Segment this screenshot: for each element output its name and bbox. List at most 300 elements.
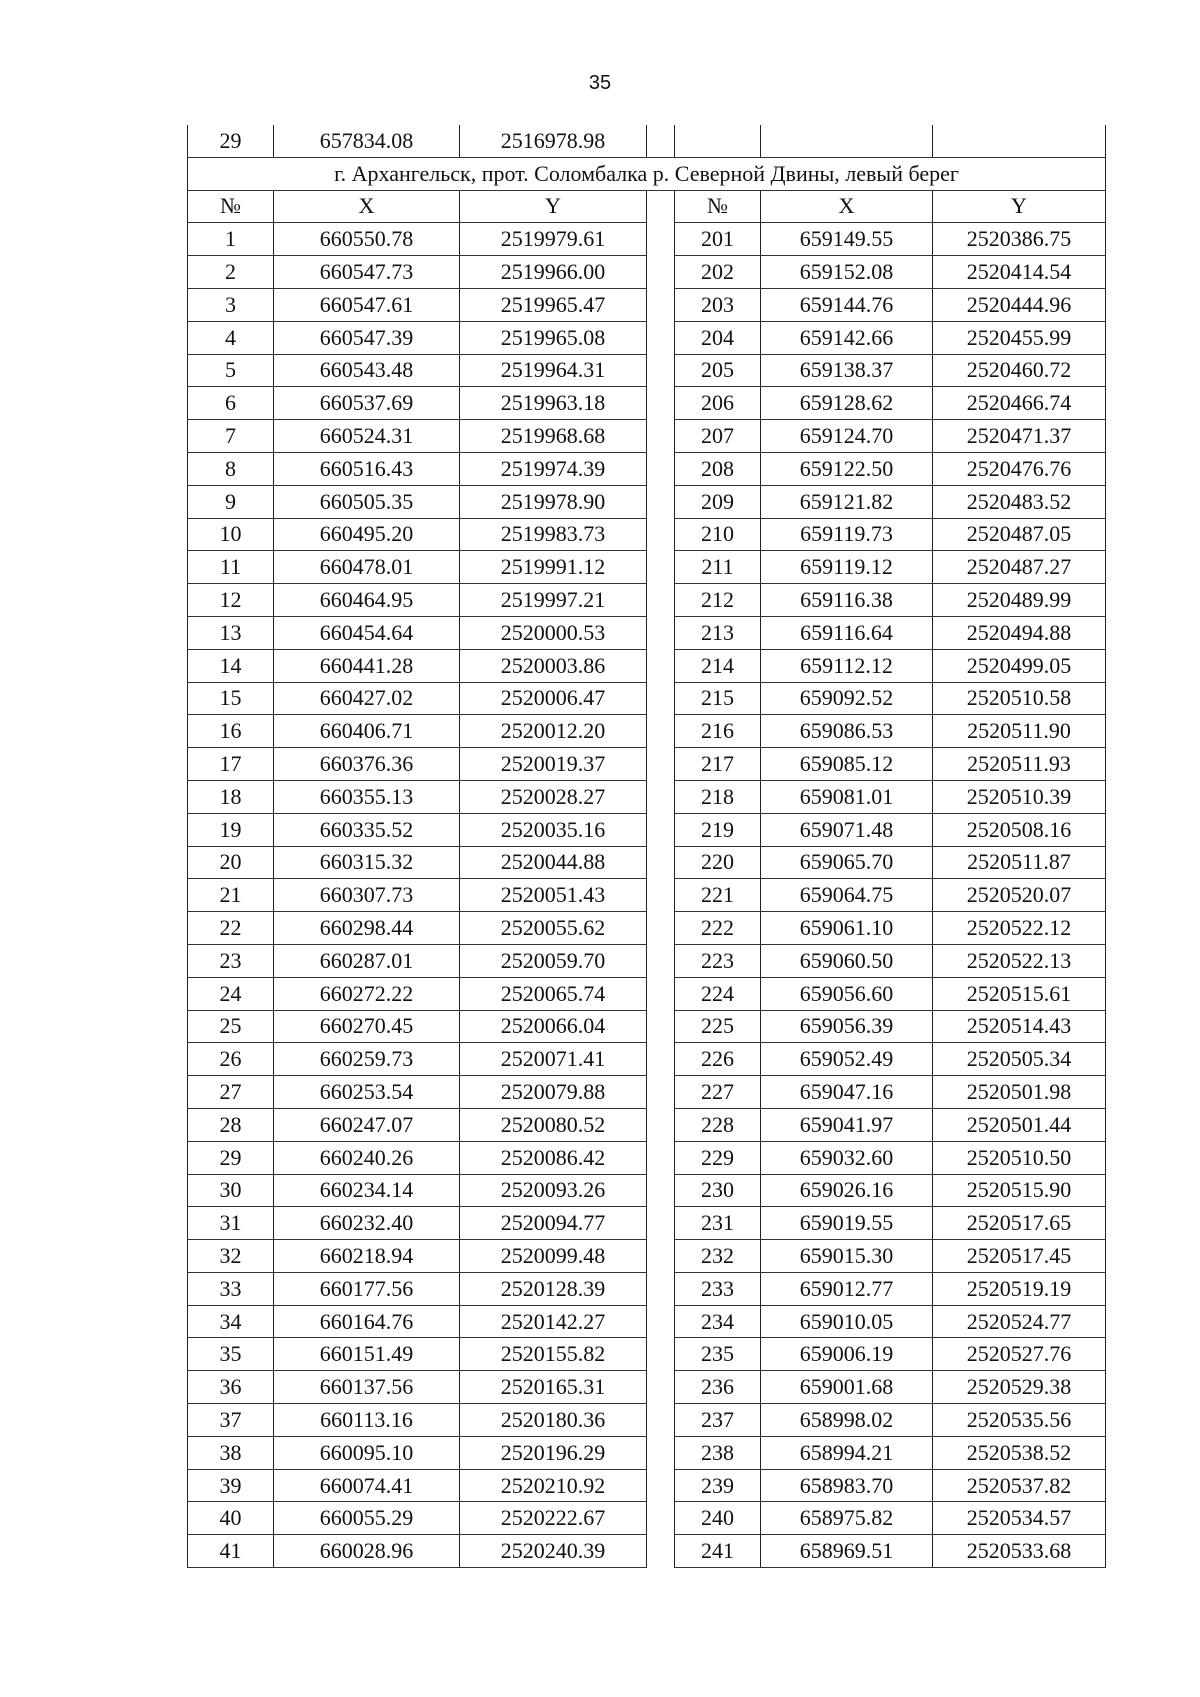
coord-x-right: 659121.82 [761, 485, 933, 518]
coord-y-left: 2520065.74 [460, 977, 647, 1010]
coord-x-left: 660406.71 [274, 715, 460, 748]
coord-y-left: 2520155.82 [460, 1338, 647, 1371]
table-row [188, 748, 1106, 781]
point-no-right: 207 [675, 420, 761, 453]
point-no-right: 223 [675, 944, 761, 977]
header-y-left: Y [460, 190, 647, 223]
table-row [188, 321, 1106, 354]
coord-x-left: 660113.16 [274, 1404, 460, 1437]
coord-x-left: 660537.69 [274, 387, 460, 420]
coord-x-right: 659149.55 [761, 223, 933, 256]
coord-x-left: 660298.44 [274, 912, 460, 945]
point-no-left: 31 [188, 1207, 274, 1240]
coord-x-left: 660454.64 [274, 616, 460, 649]
column-gap [647, 1404, 675, 1437]
coord-y-right: 2520414.54 [933, 256, 1106, 289]
column-gap [647, 420, 675, 453]
coord-x-left: 660253.54 [274, 1076, 460, 1109]
point-no-right: 227 [675, 1076, 761, 1109]
point-no-right: 238 [675, 1436, 761, 1469]
point-no-left: 18 [188, 780, 274, 813]
coord-y-right: 2520444.96 [933, 288, 1106, 321]
column-gap [647, 485, 675, 518]
coord-y-left: 2520210.92 [460, 1469, 647, 1502]
coord-y-right: 2520487.27 [933, 551, 1106, 584]
coord-y-right: 2520511.90 [933, 715, 1106, 748]
coord-x-right: 658998.02 [761, 1404, 933, 1437]
coord-y-left: 2520196.29 [460, 1436, 647, 1469]
coord-y-right: 2520527.76 [933, 1338, 1106, 1371]
coord-y-left: 2520003.86 [460, 649, 647, 682]
table-row [188, 354, 1106, 387]
point-no-right: 201 [675, 223, 761, 256]
column-gap [647, 288, 675, 321]
coord-y-right: 2520520.07 [933, 879, 1106, 912]
coord-x-left: 660240.26 [274, 1141, 460, 1174]
page-number: 35 [588, 72, 612, 94]
coord-x-left: 660218.94 [274, 1240, 460, 1273]
coord-x-left: 660464.95 [274, 584, 460, 617]
coord-y-right: 2520505.34 [933, 1043, 1106, 1076]
column-gap [647, 1305, 675, 1338]
coord-x-left: 660495.20 [274, 518, 460, 551]
coord-x-right: 659047.16 [761, 1076, 933, 1109]
point-no-left: 7 [188, 420, 274, 453]
carry-empty-y [933, 125, 1106, 157]
table-row [188, 780, 1106, 813]
point-no-left: 23 [188, 944, 274, 977]
coord-y-left: 2520012.20 [460, 715, 647, 748]
column-gap [647, 1076, 675, 1109]
column-gap [647, 387, 675, 420]
point-no-right: 217 [675, 748, 761, 781]
column-gap [647, 649, 675, 682]
point-no-left: 35 [188, 1338, 274, 1371]
coord-y-right: 2520534.57 [933, 1502, 1106, 1535]
point-no-left: 34 [188, 1305, 274, 1338]
coord-y-right: 2520501.98 [933, 1076, 1106, 1109]
point-no-left: 24 [188, 977, 274, 1010]
coord-y-left: 2520099.48 [460, 1240, 647, 1273]
coord-x-right: 658969.51 [761, 1535, 933, 1568]
column-gap [647, 846, 675, 879]
table-row [188, 1305, 1106, 1338]
point-no-left: 22 [188, 912, 274, 945]
coord-y-right: 2520517.65 [933, 1207, 1106, 1240]
coord-y-left: 2520142.27 [460, 1305, 647, 1338]
point-no-right: 231 [675, 1207, 761, 1240]
coord-y-right: 2520522.13 [933, 944, 1106, 977]
coord-x-left: 660516.43 [274, 452, 460, 485]
point-no-left: 11 [188, 551, 274, 584]
point-no-right: 225 [675, 1010, 761, 1043]
point-no-left: 10 [188, 518, 274, 551]
table-row [188, 223, 1106, 256]
coord-y-left: 2520071.41 [460, 1043, 647, 1076]
coord-x-left: 660427.02 [274, 682, 460, 715]
coord-y-right: 2520515.61 [933, 977, 1106, 1010]
point-no-right: 218 [675, 780, 761, 813]
point-no-left: 5 [188, 354, 274, 387]
coord-x-right: 659019.55 [761, 1207, 933, 1240]
point-no-right: 203 [675, 288, 761, 321]
coord-x-left: 660478.01 [274, 551, 460, 584]
coord-x-left: 660547.61 [274, 288, 460, 321]
column-gap [647, 190, 675, 223]
table-row [188, 1108, 1106, 1141]
table-row [188, 1141, 1106, 1174]
point-no-right: 205 [675, 354, 761, 387]
point-no-left: 3 [188, 288, 274, 321]
table-row [188, 1535, 1106, 1568]
coord-y-left: 2519965.47 [460, 288, 647, 321]
coord-y-right: 2520510.50 [933, 1141, 1106, 1174]
coord-x-left: 660376.36 [274, 748, 460, 781]
point-no-right: 224 [675, 977, 761, 1010]
coord-y-left: 2520066.04 [460, 1010, 647, 1043]
point-no-left: 27 [188, 1076, 274, 1109]
coord-x-right: 659041.97 [761, 1108, 933, 1141]
point-no-right: 216 [675, 715, 761, 748]
table-row [188, 1043, 1106, 1076]
coord-y-left: 2520093.26 [460, 1174, 647, 1207]
coord-y-left: 2519991.12 [460, 551, 647, 584]
point-no-left: 16 [188, 715, 274, 748]
coord-x-right: 659092.52 [761, 682, 933, 715]
table-row [188, 1010, 1106, 1043]
table-row [188, 256, 1106, 289]
table-row [188, 715, 1106, 748]
coord-y-left: 2520079.88 [460, 1076, 647, 1109]
coord-x-left: 660315.32 [274, 846, 460, 879]
coord-y-left: 2520044.88 [460, 846, 647, 879]
table-row [188, 387, 1106, 420]
coord-x-left: 660505.35 [274, 485, 460, 518]
coord-x-right: 659119.12 [761, 551, 933, 584]
table-row [188, 1436, 1106, 1469]
column-gap [647, 813, 675, 846]
point-no-left: 1 [188, 223, 274, 256]
column-gap [647, 977, 675, 1010]
carry-x: 657834.08 [274, 125, 460, 157]
coord-y-right: 2520522.12 [933, 912, 1106, 945]
coord-x-right: 659119.73 [761, 518, 933, 551]
table-row [188, 1404, 1106, 1437]
point-no-left: 26 [188, 1043, 274, 1076]
point-no-right: 212 [675, 584, 761, 617]
column-gap [647, 551, 675, 584]
column-gap [647, 780, 675, 813]
point-no-right: 239 [675, 1469, 761, 1502]
coord-y-right: 2520499.05 [933, 649, 1106, 682]
coord-x-right: 659116.38 [761, 584, 933, 617]
coord-x-right: 659122.50 [761, 452, 933, 485]
section-title: г. Архангельск, прот. Соломбалка р. Северной Двины, левый берег [188, 157, 1106, 190]
coord-x-right: 659071.48 [761, 813, 933, 846]
point-no-left: 37 [188, 1404, 274, 1437]
header-no-left: № [188, 190, 274, 223]
point-no-right: 229 [675, 1141, 761, 1174]
point-no-left: 33 [188, 1272, 274, 1305]
column-gap [647, 748, 675, 781]
header-x-left: X [274, 190, 460, 223]
coord-x-right: 659081.01 [761, 780, 933, 813]
column-gap [647, 1043, 675, 1076]
coord-y-left: 2520059.70 [460, 944, 647, 977]
coord-x-right: 658994.21 [761, 1436, 933, 1469]
coord-x-right: 658975.82 [761, 1502, 933, 1535]
table-row [188, 1338, 1106, 1371]
coord-x-left: 660164.76 [274, 1305, 460, 1338]
coord-x-left: 660335.52 [274, 813, 460, 846]
header-no-right: № [675, 190, 761, 223]
coord-x-right: 659015.30 [761, 1240, 933, 1273]
coord-x-left: 660055.29 [274, 1502, 460, 1535]
column-gap [647, 1535, 675, 1568]
point-no-right: 213 [675, 616, 761, 649]
coord-x-right: 659086.53 [761, 715, 933, 748]
point-no-left: 38 [188, 1436, 274, 1469]
point-no-right: 202 [675, 256, 761, 289]
coord-y-right: 2520524.77 [933, 1305, 1106, 1338]
coord-y-right: 2520455.99 [933, 321, 1106, 354]
coord-y-left: 2520051.43 [460, 879, 647, 912]
coord-y-left: 2519983.73 [460, 518, 647, 551]
point-no-left: 40 [188, 1502, 274, 1535]
coord-y-left: 2520028.27 [460, 780, 647, 813]
table-row [188, 682, 1106, 715]
coord-x-right: 659064.75 [761, 879, 933, 912]
coord-x-right: 659056.60 [761, 977, 933, 1010]
carry-over-row [188, 125, 1106, 157]
point-no-left: 32 [188, 1240, 274, 1273]
point-no-left: 12 [188, 584, 274, 617]
coord-y-right: 2520466.74 [933, 387, 1106, 420]
point-no-right: 222 [675, 912, 761, 945]
coord-x-right: 659001.68 [761, 1371, 933, 1404]
header-x-right: X [761, 190, 933, 223]
coord-x-left: 660287.01 [274, 944, 460, 977]
coord-y-right: 2520529.38 [933, 1371, 1106, 1404]
coord-x-right: 659116.64 [761, 616, 933, 649]
point-no-left: 6 [188, 387, 274, 420]
coord-y-right: 2520511.87 [933, 846, 1106, 879]
point-no-left: 2 [188, 256, 274, 289]
column-gap [647, 1108, 675, 1141]
coord-x-right: 659006.19 [761, 1338, 933, 1371]
coord-x-right: 658983.70 [761, 1469, 933, 1502]
coord-y-right: 2520476.76 [933, 452, 1106, 485]
coord-x-right: 659012.77 [761, 1272, 933, 1305]
table-row [188, 452, 1106, 485]
coord-x-left: 660272.22 [274, 977, 460, 1010]
coord-x-left: 660232.40 [274, 1207, 460, 1240]
coord-x-left: 660355.13 [274, 780, 460, 813]
point-no-left: 28 [188, 1108, 274, 1141]
table-row [188, 1076, 1106, 1109]
coord-y-left: 2519963.18 [460, 387, 647, 420]
header-y-right: Y [933, 190, 1106, 223]
coord-y-left: 2520240.39 [460, 1535, 647, 1568]
carry-no: 29 [188, 125, 274, 157]
coord-x-right: 659152.08 [761, 256, 933, 289]
coord-y-left: 2520055.62 [460, 912, 647, 945]
section-title-row [188, 157, 1106, 190]
table-row [188, 288, 1106, 321]
coord-x-left: 660074.41 [274, 1469, 460, 1502]
point-no-left: 14 [188, 649, 274, 682]
column-gap [647, 682, 675, 715]
coord-y-left: 2519974.39 [460, 452, 647, 485]
point-no-right: 237 [675, 1404, 761, 1437]
column-gap [647, 879, 675, 912]
coord-y-right: 2520471.37 [933, 420, 1106, 453]
table-row [188, 649, 1106, 682]
coord-y-left: 2520019.37 [460, 748, 647, 781]
column-gap [647, 1141, 675, 1174]
coord-x-right: 659056.39 [761, 1010, 933, 1043]
column-gap [647, 584, 675, 617]
coord-y-left: 2519978.90 [460, 485, 647, 518]
coord-y-right: 2520487.05 [933, 518, 1106, 551]
coord-x-left: 660137.56 [274, 1371, 460, 1404]
column-gap [647, 518, 675, 551]
table-row [188, 584, 1106, 617]
point-no-left: 39 [188, 1469, 274, 1502]
coord-y-left: 2520086.42 [460, 1141, 647, 1174]
point-no-left: 9 [188, 485, 274, 518]
coord-y-left: 2519968.68 [460, 420, 647, 453]
coord-x-right: 659142.66 [761, 321, 933, 354]
point-no-right: 208 [675, 452, 761, 485]
table-row [188, 944, 1106, 977]
coord-y-right: 2520508.16 [933, 813, 1106, 846]
table-row [188, 846, 1106, 879]
column-gap [647, 944, 675, 977]
table-row [188, 813, 1106, 846]
column-gap [647, 223, 675, 256]
point-no-left: 15 [188, 682, 274, 715]
coord-x-right: 659144.76 [761, 288, 933, 321]
coord-x-left: 660441.28 [274, 649, 460, 682]
coord-y-left: 2519997.21 [460, 584, 647, 617]
column-gap [647, 616, 675, 649]
point-no-right: 219 [675, 813, 761, 846]
point-no-right: 221 [675, 879, 761, 912]
coord-x-right: 659060.50 [761, 944, 933, 977]
point-no-right: 204 [675, 321, 761, 354]
table-row [188, 485, 1106, 518]
carry-y: 2516978.98 [460, 125, 647, 157]
coord-y-left: 2519979.61 [460, 223, 647, 256]
coord-y-left: 2519964.31 [460, 354, 647, 387]
coord-y-right: 2520515.90 [933, 1174, 1106, 1207]
table-row [188, 518, 1106, 551]
coord-x-right: 659112.12 [761, 649, 933, 682]
coordinates-table [187, 125, 1106, 1568]
column-gap [647, 125, 675, 157]
coord-y-left: 2520165.31 [460, 1371, 647, 1404]
coord-x-right: 659138.37 [761, 354, 933, 387]
coord-x-right: 659124.70 [761, 420, 933, 453]
column-gap [647, 452, 675, 485]
column-gap [647, 1207, 675, 1240]
point-no-right: 226 [675, 1043, 761, 1076]
coord-y-right: 2520510.39 [933, 780, 1106, 813]
coord-y-right: 2520517.45 [933, 1240, 1106, 1273]
coord-y-left: 2520222.67 [460, 1502, 647, 1535]
point-no-right: 236 [675, 1371, 761, 1404]
carry-empty-no [675, 125, 761, 157]
coord-x-right: 659128.62 [761, 387, 933, 420]
point-no-right: 234 [675, 1305, 761, 1338]
coord-y-right: 2520511.93 [933, 748, 1106, 781]
column-gap [647, 1436, 675, 1469]
column-gap [647, 354, 675, 387]
coord-y-right: 2520519.19 [933, 1272, 1106, 1305]
point-no-left: 19 [188, 813, 274, 846]
coord-y-left: 2519966.00 [460, 256, 647, 289]
column-gap [647, 1240, 675, 1273]
point-no-right: 209 [675, 485, 761, 518]
coord-y-right: 2520460.72 [933, 354, 1106, 387]
coord-x-left: 660028.96 [274, 1535, 460, 1568]
coord-x-left: 660270.45 [274, 1010, 460, 1043]
table-row [188, 879, 1106, 912]
point-no-right: 228 [675, 1108, 761, 1141]
coord-y-left: 2520094.77 [460, 1207, 647, 1240]
coord-x-left: 660095.10 [274, 1436, 460, 1469]
coord-x-left: 660543.48 [274, 354, 460, 387]
point-no-right: 210 [675, 518, 761, 551]
point-no-left: 17 [188, 748, 274, 781]
point-no-left: 29 [188, 1141, 274, 1174]
column-gap [647, 715, 675, 748]
table-row [188, 1371, 1106, 1404]
column-gap [647, 321, 675, 354]
point-no-left: 13 [188, 616, 274, 649]
coord-y-right: 2520537.82 [933, 1469, 1106, 1502]
coord-y-right: 2520535.56 [933, 1404, 1106, 1437]
point-no-left: 4 [188, 321, 274, 354]
point-no-left: 25 [188, 1010, 274, 1043]
coord-y-left: 2520000.53 [460, 616, 647, 649]
coord-x-left: 660234.14 [274, 1174, 460, 1207]
table-row [188, 420, 1106, 453]
header-row [188, 190, 1106, 223]
coord-x-right: 659065.70 [761, 846, 933, 879]
coord-y-left: 2520080.52 [460, 1108, 647, 1141]
coord-x-right: 659061.10 [761, 912, 933, 945]
point-no-right: 214 [675, 649, 761, 682]
coord-y-right: 2520533.68 [933, 1535, 1106, 1568]
coord-y-right: 2520386.75 [933, 223, 1106, 256]
column-gap [647, 1502, 675, 1535]
point-no-right: 215 [675, 682, 761, 715]
column-gap [647, 912, 675, 945]
point-no-left: 41 [188, 1535, 274, 1568]
point-no-right: 235 [675, 1338, 761, 1371]
coord-x-right: 659052.49 [761, 1043, 933, 1076]
point-no-left: 30 [188, 1174, 274, 1207]
column-gap [647, 256, 675, 289]
point-no-right: 230 [675, 1174, 761, 1207]
coord-x-left: 660259.73 [274, 1043, 460, 1076]
point-no-right: 220 [675, 846, 761, 879]
coord-x-right: 659085.12 [761, 748, 933, 781]
table-row [188, 977, 1106, 1010]
point-no-right: 241 [675, 1535, 761, 1568]
